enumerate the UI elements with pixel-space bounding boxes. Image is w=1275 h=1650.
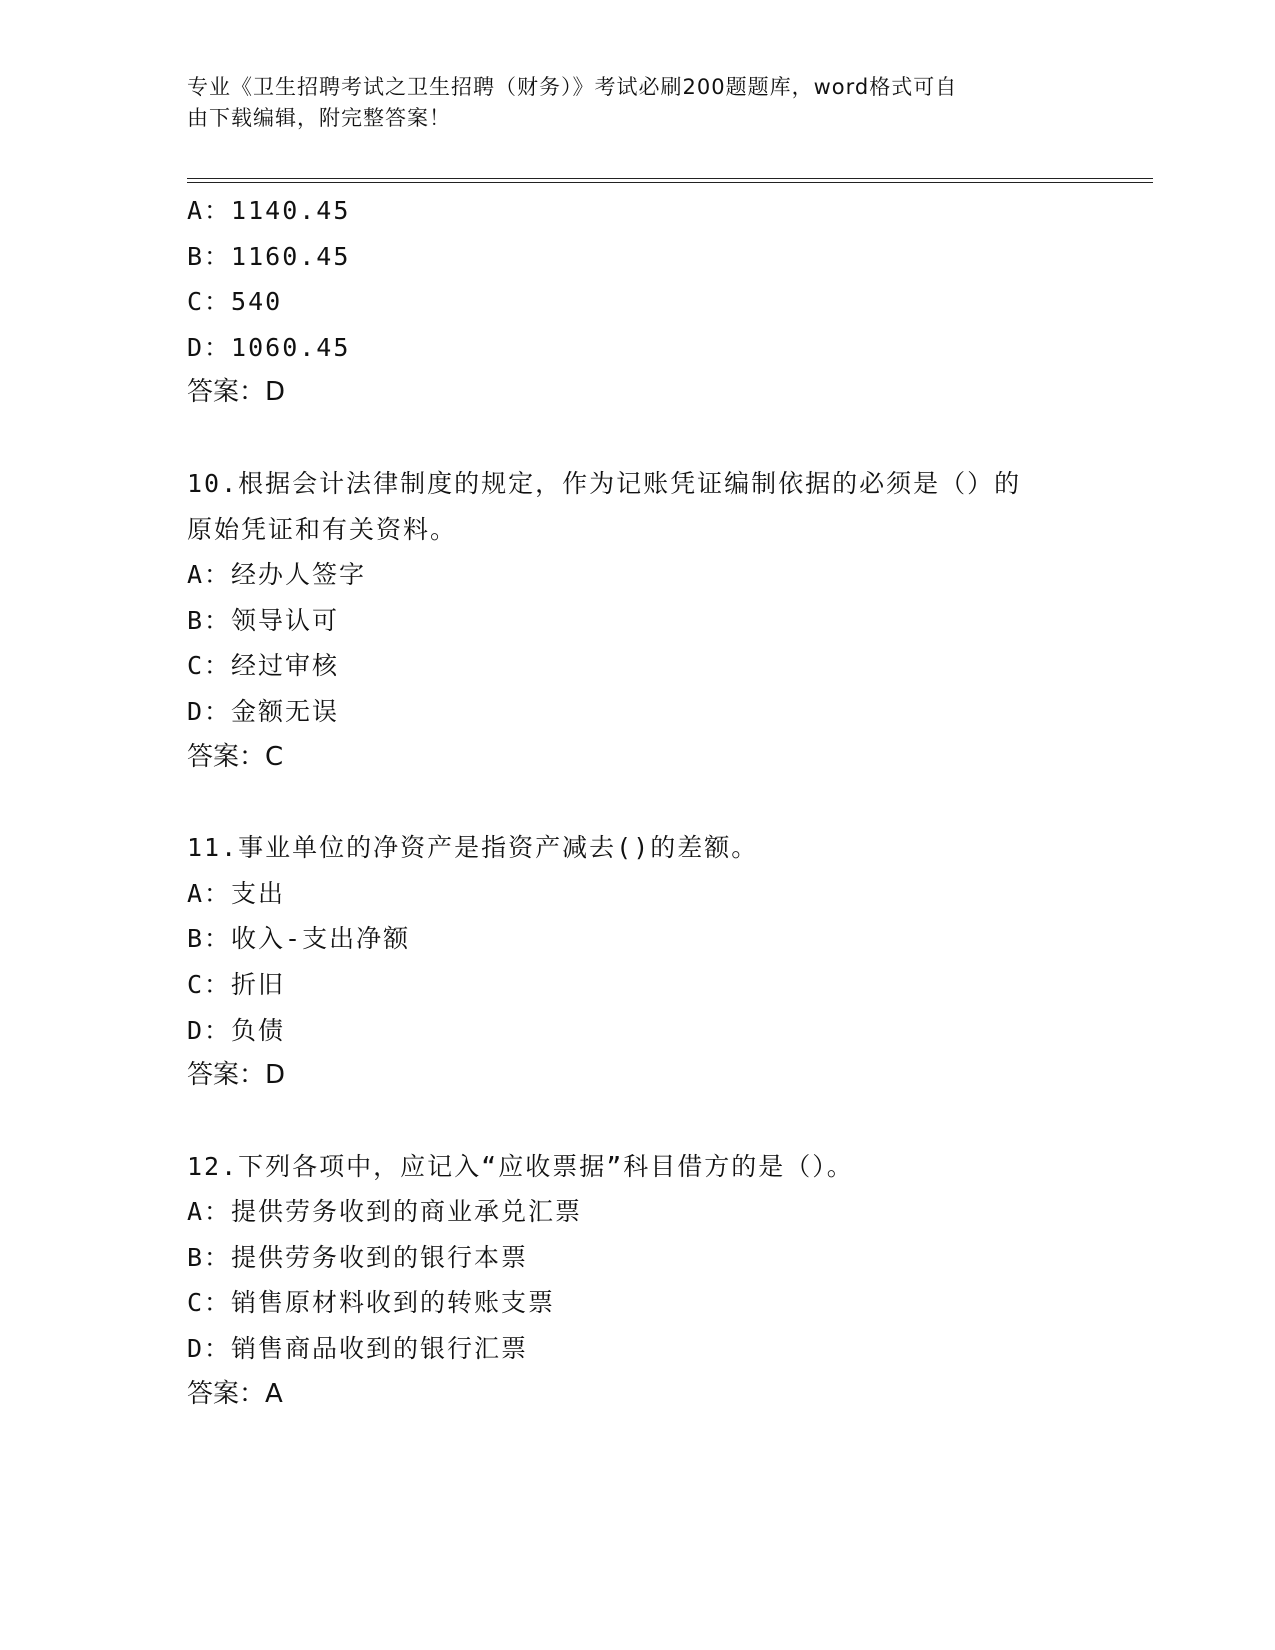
question-text: 11.事业单位的净资产是指资产减去()的差额。 (187, 833, 759, 863)
answer-line: 答案：C (187, 741, 284, 772)
answer-line: 答案：D (187, 377, 286, 408)
option-d: D：金额无误 (187, 696, 340, 726)
answer-line: 答案：A (187, 1378, 283, 1409)
option-b: B：领导认可 (187, 605, 340, 635)
header-line-1: 专业《卫生招聘考试之卫生招聘（财务）》考试必刷200题题库，word格式可自 (187, 75, 958, 99)
option-a: A：提供劳务收到的商业承兑汇票 (187, 1197, 583, 1227)
header-divider-bottom (187, 182, 1153, 183)
question-text: 12.下列各项中，应记入“应收票据”科目借方的是（）。 (187, 1151, 854, 1181)
header-divider-top (187, 178, 1153, 179)
question-text: 10.根据会计法律制度的规定，作为记账凭证编制依据的必须是（）的 (187, 468, 1022, 498)
question-text-cont: 原始凭证和有关资料。 (187, 514, 458, 544)
option-b: B：收入-支出净额 (187, 924, 411, 954)
header-line-2: 由下载编辑，附完整答案！ (187, 106, 451, 130)
question-block-12 (187, 1144, 1147, 1418)
option-c: C：540 (187, 287, 283, 317)
option-c: C：销售原材料收到的转账支票 (187, 1288, 556, 1318)
question-block-prev (187, 188, 1147, 416)
question-block-10 (187, 461, 1147, 780)
option-d: D：负债 (187, 1015, 286, 1045)
option-b: B：1160.45 (187, 241, 351, 271)
option-a: A：经办人签字 (187, 560, 367, 590)
document-header (187, 72, 1067, 134)
option-c: C：经过审核 (187, 651, 340, 681)
question-block-11 (187, 825, 1147, 1099)
option-b: B：提供劳务收到的银行本票 (187, 1242, 529, 1272)
option-a: A：1140.45 (187, 196, 351, 225)
answer-line: 答案：D (187, 1060, 286, 1091)
option-d: D：1060.45 (187, 332, 351, 362)
question-list (187, 188, 1147, 1417)
option-d: D：销售商品收到的银行汇票 (187, 1334, 529, 1364)
option-a: A：支出 (187, 878, 286, 908)
option-c: C：折旧 (187, 969, 286, 999)
